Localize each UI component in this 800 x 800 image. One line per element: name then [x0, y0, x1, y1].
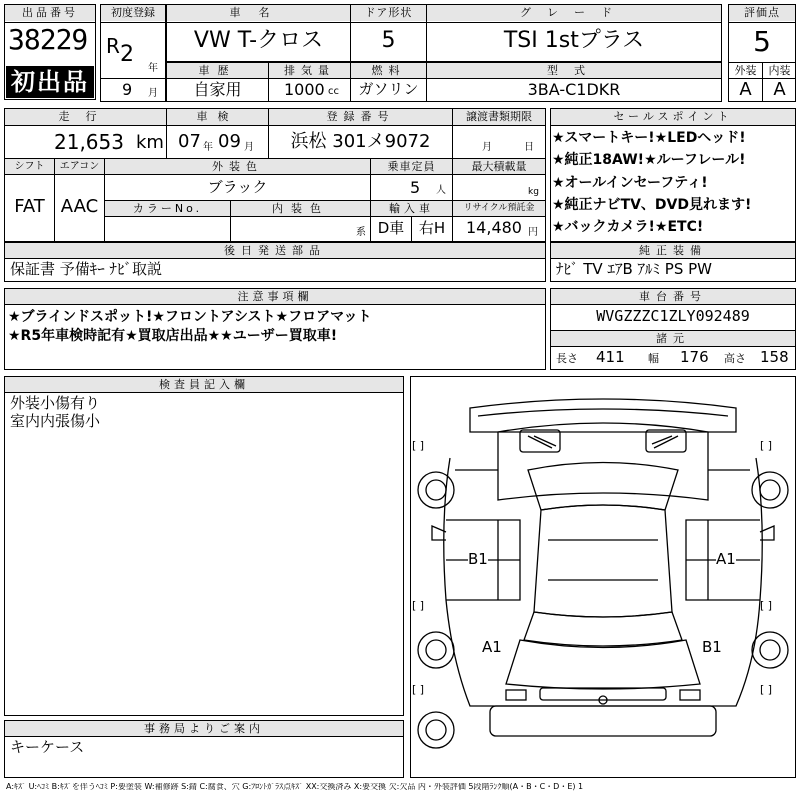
- inspection-month: 09: [218, 131, 241, 152]
- lot-number-label: 出品番号: [5, 5, 95, 21]
- dimensions-title: 諸元: [551, 331, 795, 346]
- length: 411: [596, 348, 625, 366]
- grade: TSI 1stプラス: [503, 28, 645, 53]
- mileage-label: 走行: [5, 109, 166, 125]
- inspector-line: 外装小傷有り: [10, 394, 101, 412]
- color-number-label: カラーNo.: [105, 201, 230, 216]
- steering-side: 右H: [418, 219, 446, 237]
- year-number: 2: [120, 42, 134, 67]
- air-conditioner: AAC: [60, 196, 99, 217]
- sales-point-line: ★スマートキー!★LEDヘッド!: [552, 130, 746, 146]
- capacity-unit: 人: [436, 185, 446, 196]
- plate-label: 登録番号: [269, 109, 452, 125]
- sales-points-title: セールスポイント: [551, 109, 795, 125]
- history-label: 車歴: [167, 63, 268, 78]
- int-color-label: 内装色: [231, 201, 370, 216]
- inspection-month-unit: 月: [244, 142, 254, 153]
- model: 3BA-C1DKR: [527, 80, 621, 99]
- width-label: 幅: [648, 352, 659, 365]
- ac-label: エアコン: [55, 159, 104, 174]
- interior-grade: A: [773, 79, 786, 100]
- bracket-left-top: [ ]: [412, 439, 425, 452]
- capacity: 5: [410, 178, 421, 197]
- first-registration-label: 初度登録: [101, 5, 165, 21]
- month-unit: 月: [148, 88, 158, 99]
- damage-mark-right-door: A1: [716, 550, 736, 568]
- year-unit: 年: [148, 63, 158, 74]
- door-count: 5: [381, 28, 396, 53]
- bracket-right-low: [ ]: [760, 683, 773, 696]
- bracket-left-mid: [ ]: [412, 599, 425, 612]
- bracket-left-low: [ ]: [412, 683, 425, 696]
- transfer-label: 譲渡書類期限: [453, 109, 545, 125]
- inspector-title: 検査員記入欄: [5, 377, 403, 392]
- recycle-fee-unit: 円: [528, 227, 538, 238]
- inspection-label: 車検: [167, 109, 268, 125]
- shift: FAT: [14, 196, 45, 217]
- sales-point-line: ★オールインセーフティ!: [552, 175, 708, 191]
- plate-number: 浜松 301メ9072: [290, 131, 431, 152]
- load-label: 最大積載量: [453, 159, 545, 174]
- first-listing-badge: 初出品: [6, 66, 94, 98]
- capacity-label: 乗車定員: [371, 159, 452, 174]
- lot-number: 38229: [8, 23, 88, 56]
- width: 176: [680, 348, 709, 366]
- later-parts-title: 後日発送部品: [5, 243, 545, 258]
- length-label: 長さ: [556, 352, 578, 365]
- damage-mark-right-rear: B1: [702, 638, 722, 656]
- load-unit: kg: [528, 187, 539, 197]
- score: 5: [753, 25, 771, 58]
- shift-label: シフト: [5, 159, 54, 174]
- chassis-number: WVGZZZC1ZLY092489: [596, 307, 750, 325]
- fuel-label: 燃料: [351, 63, 426, 78]
- displacement-label: 排気量: [269, 63, 350, 78]
- sales-point-line: ★純正ナビTV、DVD見れます!: [552, 197, 752, 213]
- interior-label: 内装: [768, 64, 791, 77]
- mileage-unit: km: [136, 132, 164, 153]
- equipment-text: ﾅﾋﾞ TV ｴｱB ｱﾙﾐ PS PW: [556, 260, 712, 278]
- damage-mark-left-door: B1: [468, 550, 488, 568]
- notes-line: ★R5年車検時記有★買取店出品★★ユーザー買取車!: [8, 328, 338, 344]
- notes-line: ★ブラインドスポット!★フロントアシスト★フロアマット: [8, 309, 372, 325]
- import-dealer: D車: [377, 219, 405, 237]
- sales-point-line: ★純正18AW!★ルーフレール!: [552, 152, 746, 168]
- bracket-right-mid: [ ]: [760, 599, 773, 612]
- month-number: 9: [122, 80, 133, 99]
- import-label: 輸入車: [371, 201, 452, 216]
- recycle-fee: 14,480: [466, 218, 522, 237]
- car-name-label: 車名: [167, 5, 350, 21]
- sales-point-line: ★バックカメラ!★ETC!: [552, 219, 704, 235]
- height: 158: [760, 348, 789, 366]
- score-label: 評価点: [729, 5, 795, 21]
- grade-label: グレード: [427, 5, 721, 21]
- model-label: 型式: [427, 63, 721, 78]
- era: R: [106, 34, 120, 58]
- office-title: 事務局よりご案内: [5, 721, 403, 736]
- office-text: キーケース: [10, 738, 85, 756]
- door-label: ドア形状: [351, 5, 426, 21]
- inspector-line: 室内内張傷小: [10, 412, 101, 430]
- transfer-month-unit: 月: [482, 142, 492, 153]
- exterior-grade: A: [739, 79, 752, 100]
- recycle-label: リサイクル預託金: [453, 201, 545, 216]
- inspection-year: 07: [178, 131, 201, 152]
- ext-color-label: 外装色: [105, 159, 370, 174]
- displacement: 1000: [284, 80, 325, 99]
- equipment-title: 純正装備: [551, 243, 795, 258]
- footer-legend: A:ｷｽﾞ U:ﾍｺﾐ B:ｷｽﾞを伴うﾍｺﾐ P:要塗装 W:補修跡 S:錆 C:腐食、穴 G:ﾌﾛﾝﾄｶﾞﾗｽ点ｷｽﾞ XX:交換済み X:要交換 欠:欠品 内・外装評価 5段階ﾗﾝｸ順(A・B・C・D・E) 1: [6, 783, 584, 791]
- bracket-right-top: [ ]: [760, 439, 773, 452]
- inspection-year-unit: 年: [203, 142, 213, 153]
- mileage: 21,653: [54, 130, 124, 154]
- fuel: ガソリン: [358, 80, 419, 98]
- car-name: VW T-クロス: [193, 28, 324, 53]
- history: 自家用: [193, 80, 242, 99]
- chassis-title: 車台番号: [551, 289, 795, 304]
- notes-title: 注意事項欄: [5, 289, 545, 304]
- transfer-day-unit: 日: [524, 142, 534, 153]
- ext-color: ブラック: [207, 178, 268, 196]
- int-color-unit: 系: [356, 227, 366, 238]
- damage-mark-left-rear: A1: [482, 638, 502, 656]
- later-parts-text: 保証書 予備ｷｰ ﾅﾋﾞ取説: [10, 260, 163, 278]
- displacement-unit: cc: [328, 86, 339, 97]
- exterior-label: 外装: [734, 64, 757, 77]
- height-label: 高さ: [724, 352, 746, 365]
